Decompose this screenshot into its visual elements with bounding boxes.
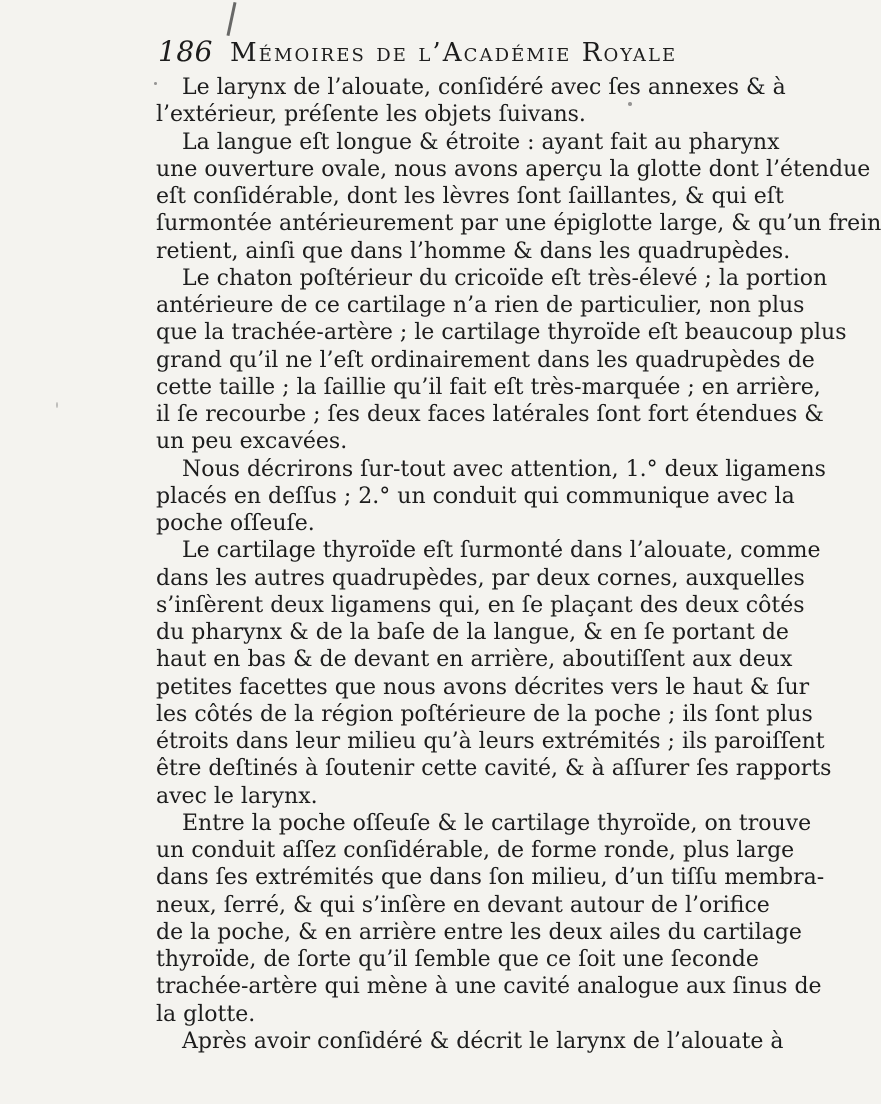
- text-line: s’inſèrent deux ligamens qui, en ſe plaçant des deux côtés: [156, 592, 805, 618]
- text-line: de la poche, & en arrière entre les deux ailes du cartilage: [156, 919, 802, 945]
- text-line: poche oſſeuſe.: [156, 511, 315, 536]
- text-line: Entre la poche oſſeuſe & le cartilage thyroïde, on trouve: [182, 810, 812, 836]
- text-line: un peu excavées.: [156, 429, 348, 455]
- text-line: ſurmontée antérieurement par une épiglotte large, & qu’un frein: [156, 211, 881, 237]
- text-line: être deſtinés à ſoutenir cette cavité, & à aſſurer ſes rapports: [156, 756, 832, 782]
- text-line: retient, ainſi que dans l’homme & dans les quadrupèdes.: [156, 238, 791, 264]
- text-line: les côtés de la région poſtérieure de la poche ; ils ſont plus: [156, 701, 813, 727]
- text-line: petites facettes que nous avons décrites vers le haut & ſur: [156, 674, 810, 700]
- text-line: Le chaton poſtérieur du cricoïde eſt très-élevé ; la portion: [182, 265, 828, 291]
- text-line: un conduit aſſez conſidérable, de forme ronde, plus large: [156, 838, 795, 863]
- text-line: Le cartilage thyroïde eſt ſurmonté dans l’alouate, comme: [182, 538, 821, 564]
- text-line: placés en deſſus ; 2.° un conduit qui communique avec la: [156, 483, 795, 509]
- text-line: grand qu’il ne l’eſt ordinairement dans les quadrupèdes de: [156, 347, 815, 373]
- ink-mark: [226, 2, 236, 36]
- text-line: antérieure de ce cartilage n’a rien de particulier, non plus: [156, 293, 805, 318]
- text-line: il ſe recourbe ; ſes deux faces latérales ſont fort étendues &: [156, 402, 824, 427]
- text-line: l’extérieur, préſente les objets ſuivans.: [156, 102, 586, 128]
- text-line: Nous décrirons ſur-tout avec attention, 1.° deux ligamens: [182, 456, 826, 482]
- text-line: eſt conſidérable, dont les lèvres ſont ſaillantes, & qui eſt: [156, 184, 784, 209]
- text-line: que la trachée-artère ; le cartilage thyroïde eſt beaucoup plus: [156, 320, 847, 346]
- text-line: étroits dans leur milieu qu’à leurs extrémités ; ils paroiſſent: [156, 729, 825, 754]
- text-line: dans les autres quadrupèdes, par deux cornes, auxquelles: [156, 565, 805, 591]
- page-number: 186: [158, 35, 213, 68]
- text-line: La langue eſt longue & étroite : ayant fait au pharynx: [182, 129, 780, 155]
- text-line: haut en bas & de devant en arrière, aboutiſſent aux deux: [156, 647, 793, 673]
- text-line: Après avoir conſidéré & décrit le larynx de l’alouate à: [182, 1028, 784, 1054]
- text-line: cette taille ; la ſaillie qu’il fait eſt très-marquée ; en arrière,: [156, 374, 821, 400]
- running-head: [158, 34, 748, 70]
- ink-speck: [56, 402, 58, 408]
- text-line: une ouverture ovale, nous avons aperçu la glotte dont l’étendue: [156, 156, 871, 182]
- text-line: neux, ſerré, & qui s’inſère en devant autour de l’orifice: [156, 892, 770, 918]
- journal-title: Mémoires de l’Académie Royale: [230, 38, 678, 68]
- text-line: Le larynx de l’alouate, conſidéré avec ſes annexes & à: [182, 75, 786, 100]
- text-line: dans ſes extrémités que dans ſon milieu, d’un tiſſu membra-: [156, 865, 825, 891]
- text-line: trachée-artère qui mène à une cavité analogue aux ſinus de: [156, 974, 822, 1000]
- body-text: [156, 74, 881, 1055]
- text-line: thyroïde, de ſorte qu’il ſemble que ce ſoit une ſeconde: [156, 947, 759, 972]
- text-line: la glotte.: [156, 1001, 256, 1027]
- text-line: avec le larynx.: [156, 783, 318, 809]
- text-line: du pharynx & de la baſe de la langue, & en ſe portant de: [156, 620, 789, 645]
